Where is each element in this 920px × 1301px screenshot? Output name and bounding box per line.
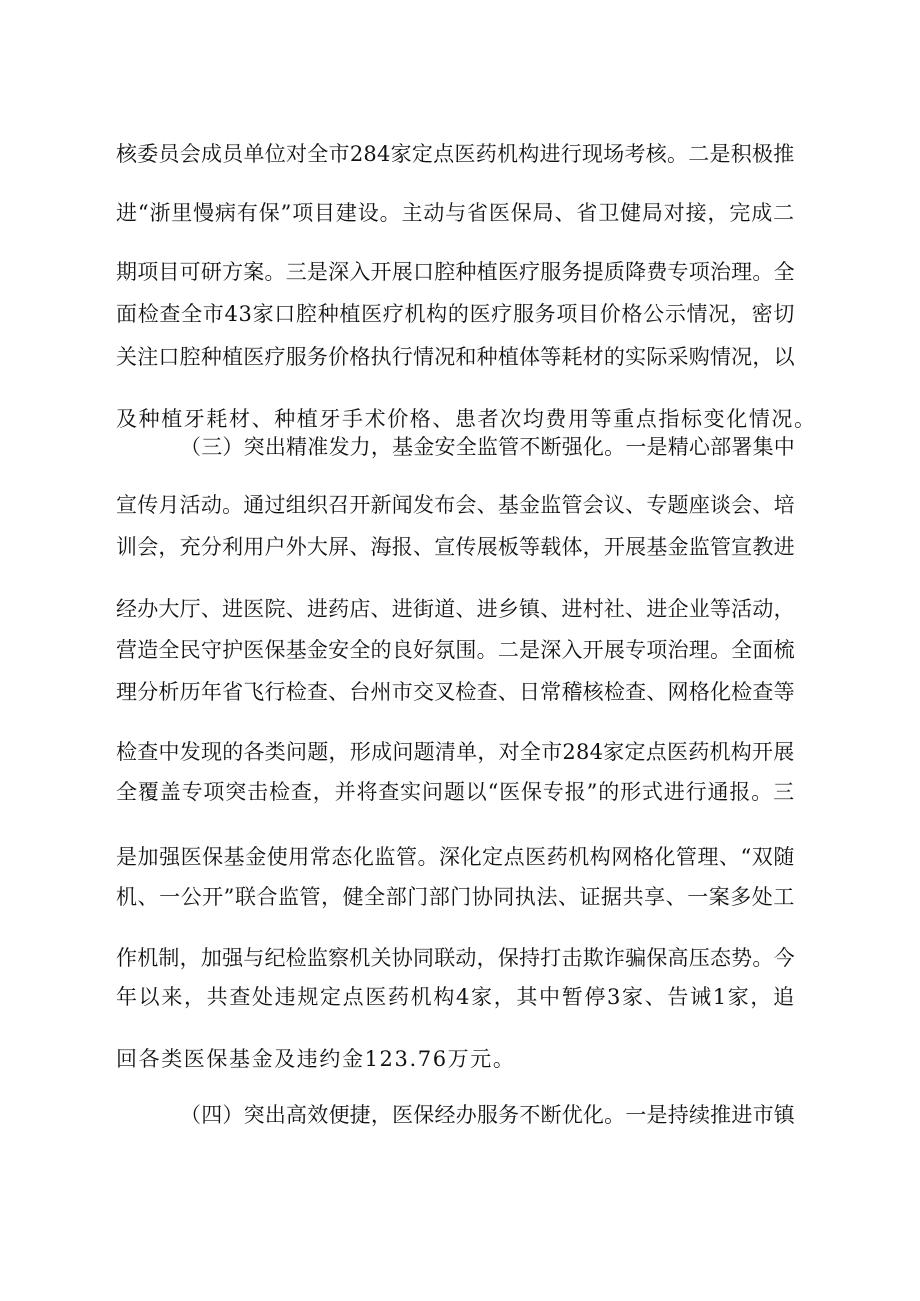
text-line: 核委员会成员单位对全市284家定点医药机构进行现场考核。二是积极推 [116,142,795,166]
text-line: 训会，充分利用户外大屏、海报、宣传展板等载体，开展基金监管宣教进 [116,535,795,559]
text-line: 面检查全市43家口腔种植医疗机构的医疗服务项目价格公示情况，密切 [116,302,796,326]
text-line: 及种植牙耗材、种植牙手术价格、患者次均费用等重点指标变化情况。 [116,407,817,431]
text-line: 作机制，加强与纪检监察机关协同联动，保持打击欺诈骗保高压态势。今 [116,946,795,970]
text-line: 机、一公开”联合监管，健全部门部门协同执法、证据共享、一案多处工 [116,885,795,909]
paragraph-heading: （四）突出高效便捷，医保经办服务不断优化。一是持续推进市镇 [180,1103,796,1127]
text-line: 营造全民守护医保基金安全的良好氛围。二是深入开展专项治理。全面梳 [116,638,795,662]
paragraph-heading: （三）突出精准发力，基金安全监管不断强化。一是精心部署集中 [180,435,796,459]
text-line: 期项目可研方案。三是深入开展口腔种植医疗服务提质降费专项治理。全 [116,260,795,284]
text-line: 检查中发现的各类问题，形成问题清单，对全市284家定点医药机构开展 [116,740,795,764]
text-line: 经办大厅、进医院、进药店、进街道、进乡镇、进村社、进企业等活动， [116,597,795,621]
text-line: 是加强医保基金使用常态化监管。深化定点医药机构网格化管理、“双随 [116,845,795,869]
text-line: 宣传月活动。通过组织召开新闻发布会、基金监管会议、专题座谈会、培 [116,493,795,517]
text-line: 关注口腔种植医疗服务价格执行情况和种植体等耗材的实际采购情况，以 [116,345,795,369]
text-line: 年以来，共查处违规定点医药机构4家，其中暂停3家、告诫1家，追 [116,985,796,1009]
text-line: 回各类医保基金及违约金123.76万元。 [116,1047,516,1071]
text-line: 理分析历年省飞行检查、台州市交叉检查、日常稽核检查、网格化检查等 [116,680,795,704]
text-line: 进“浙里慢病有保”项目建设。主动与省医保局、省卫健局对接，完成二 [116,201,795,225]
text-line: 全覆盖专项突击检查，并将查实问题以“医保专报”的形式进行通报。三 [116,780,795,804]
